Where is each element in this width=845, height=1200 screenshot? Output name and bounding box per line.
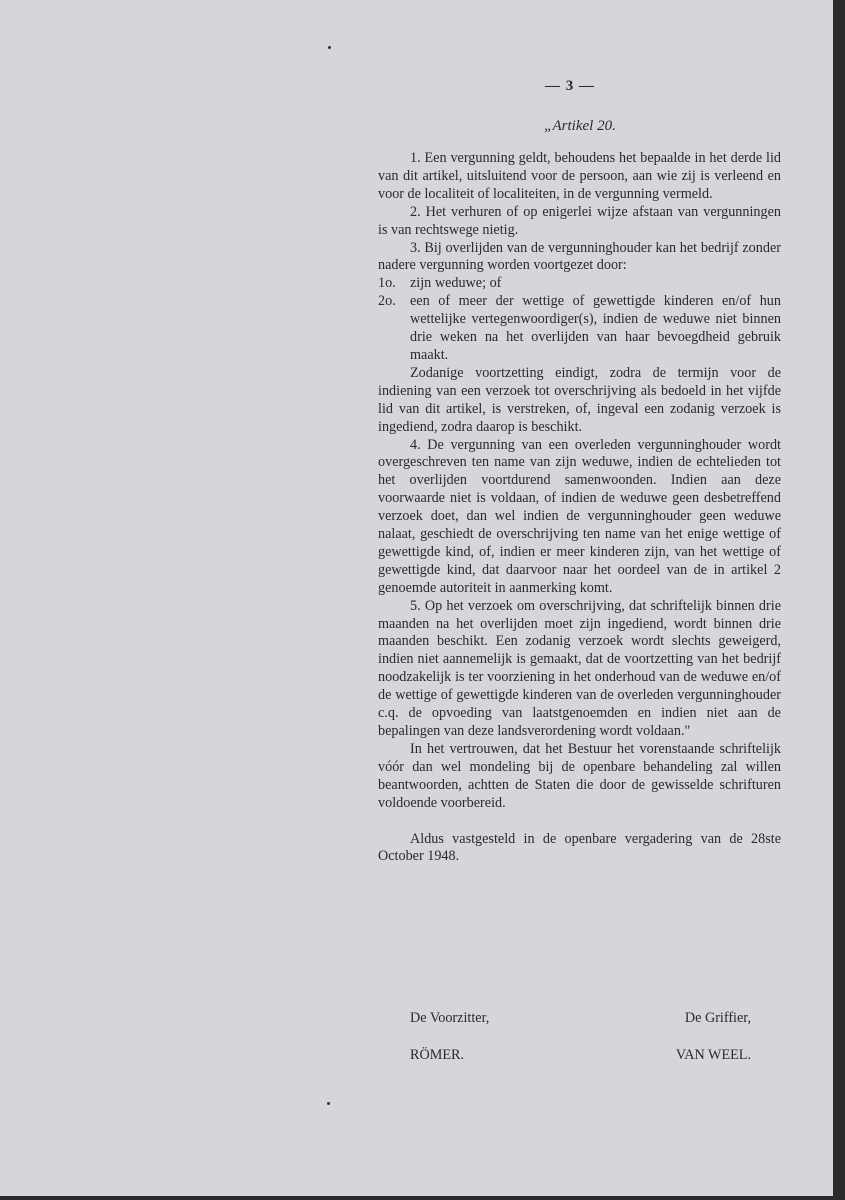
clerk-name: VAN WEEL.	[675, 1047, 751, 1063]
list-item-label: 2o.	[378, 293, 396, 310]
paragraph-5: 5. Op het verzoek om overschrijving, dat schriftelijk binnen drie maanden na het overlijden moet zijn ingediend, wordt binnen drie maanden beschikt. Een zodanig verzoek wordt slechts geweigerd, indien niet aannemelijk is gemaakt, dat de voortzetting van het bedrijf noodzakelijk is ter voorziening in het onderhoud van de weduwe en/of de wettige of gewettigde kinderen van de overleden vergunninghouder c.q. de opvoeding van laatstgenoemden en indien niet aan de bepalingen van deze landsverordening wordt voldaan."	[378, 597, 781, 739]
paragraph-1: 1. Een vergunning geldt, behoudens het bepaalde in het derde lid van dit artikel, uitsluitend voor de persoon, aan wie zij is verleend en voor de localiteit of localiteiten, in de vergunning vermeld.	[378, 150, 781, 202]
spacer	[378, 813, 781, 831]
paragraph-4: 4. De vergunning van een overleden vergunninghouder wordt overgeschreven ten name van zijn weduwe, indien de echtelieden tot het overlijden voortdurend samenwoonden. Indien aan deze voorwaarde niet is voldaan, of indien de weduwe geen desbetreffend verzoek doet, dan wel indien de vergunninghouder geen weduwe nalaat, geschiedt de overschrijving ten name van het enige wettige of gewettigde kind, of, indien er meer kinderen zijn, van het wettige of gewettigde kind, dat daarvoor naar het oordeel van de in artikel 2 genoemde autoriteit in aanmerking komt.	[378, 436, 781, 596]
list-item	[378, 275, 781, 293]
scan-edge-right	[833, 0, 845, 1200]
list-item-text: een of meer der wettige of gewettigde kinderen en/of hun wettelijke vertegenwoordiger(s), indien de weduwe niet binnen drie weken na het overlijden van haar bevoegdheid gebruik maakt.	[410, 293, 781, 363]
list-item-text: zijn weduwe; of	[410, 275, 502, 292]
ink-speck	[328, 46, 331, 49]
ink-speck	[327, 1102, 330, 1105]
article-title: „Artikel 20.	[544, 118, 616, 134]
chair-name: RÖMER.	[410, 1047, 464, 1063]
paragraph-3b: Zodanige voortzetting eindigt, zodra de termijn voor de indiening van een verzoek tot overschrijving als bedoeld in het vijfde lid van dit artikel, is verstreken, of, ingeval een zodanig verzoek is ingediend, zodra daarop is beschikt.	[378, 364, 781, 435]
paragraph-2: 2. Het verhuren of op enigerlei wijze afstaan van vergunningen is van rechtswege nietig.	[378, 203, 781, 238]
list-item	[378, 293, 781, 365]
paragraph-3: 3. Bij overlijden van de vergunninghouder kan het bedrijf zonder nadere vergunning worden voortgezet door:	[378, 239, 781, 274]
clerk-title: De Griffier,	[684, 1010, 751, 1026]
article-body	[378, 150, 781, 866]
paragraph-adoption: Aldus vastgesteld in de openbare vergadering van de 28ste October 1948.	[378, 830, 781, 865]
signature-names	[378, 1047, 781, 1064]
signature-block	[378, 1010, 781, 1064]
signature-titles	[378, 1010, 781, 1027]
list-item-label: 1o.	[378, 275, 396, 292]
page-number: — 3 —	[545, 78, 595, 94]
chair-title: De Voorzitter,	[410, 1010, 490, 1026]
paragraph-6: In het vertrouwen, dat het Bestuur het vorenstaande schriftelijk vóór dan wel mondeling bij de openbare behandeling zal willen beantwoorden, achtten de Staten die door de gewisselde schrifturen voldoende voorbereid.	[378, 740, 781, 811]
scan-edge-bottom	[0, 1196, 845, 1200]
